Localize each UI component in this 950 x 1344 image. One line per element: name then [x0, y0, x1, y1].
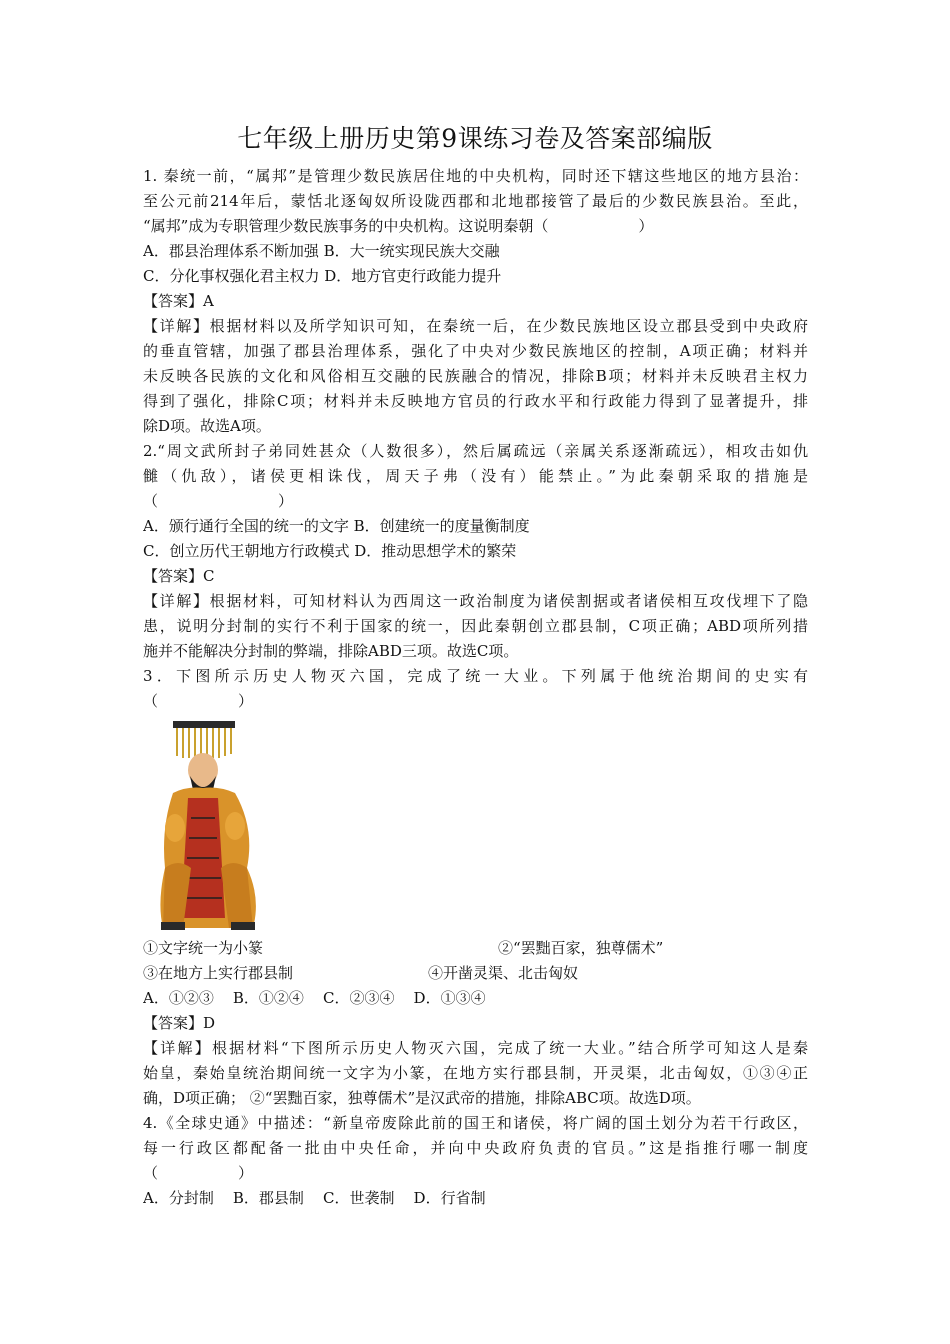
question-4-options: A．分封制 B．郡县制 C．世袭制 D．行省制: [143, 1189, 486, 1207]
question-4-line: （ ）: [143, 1164, 254, 1182]
question-1-analysis: 未反映各民族的文化和风俗相互交融的民族融合的情况，排除B项；材料并未反映君主权力: [143, 367, 808, 385]
question-3-analysis: 【详解】根据材料“下图所示历史人物灭六国，完成了统一大业。”结合所学可知这人是秦: [143, 1039, 808, 1057]
question-1-option: C．分化事权强化君主权力 D．地方官吏行政能力提升: [143, 267, 502, 285]
question-1-analysis: 的垂直管辖，加强了郡县治理体系，强化了中央对少数民族地区的控制，A项正确；材料并: [143, 342, 808, 360]
question-1-option: A．郡县治理体系不断加强 B．大一统实现民族大交融: [143, 242, 500, 260]
question-1-line: “属邦”成为专职管理少数民族事务的中央机构。这说明秦朝（ ）: [143, 217, 654, 235]
question-3-item: ④开凿灵渠、北击匈奴: [428, 964, 579, 982]
question-2-line: （ ）: [143, 492, 294, 510]
question-1-answer: 【答案】A: [143, 292, 214, 310]
question-3-items-row: [143, 961, 808, 986]
question-3-analysis: 始皇，秦始皇统治期间统一文字为小篆，在地方实行郡县制，开灵渠，北击匈奴，①③④正: [143, 1064, 808, 1082]
question-3-line: 3．下图所示历史人物灭六国，完成了统一大业。下列属于他统治期间的史实有: [143, 667, 808, 685]
question-2-line: 雠（仇敌），诸侯更相诛伐，周天子弗（没有）能禁止。”为此秦朝采取的措施是: [143, 467, 808, 485]
question-1-analysis: 除D项。故选A项。: [143, 417, 271, 435]
question-2-answer: 【答案】C: [143, 567, 215, 585]
qin-shi-huang-illustration: [143, 718, 273, 933]
question-3-item: ①文字统一为小篆: [143, 939, 264, 957]
question-1-analysis: 【详解】根据材料以及所学知识可知，在秦统一后，在少数民族地区设立郡县受到中央政府: [143, 317, 808, 335]
emperor-portrait-image: [143, 718, 808, 933]
question-4-line: 4.《全球史通》中描述：“新皇帝废除此前的国王和诸侯，将广阔的国土划分为若干行政区，: [143, 1114, 808, 1132]
question-3-analysis: 确，D项正确； ②“罢黜百家，独尊儒术”是汉武帝的措施，排除ABC项。故选D项。: [143, 1089, 701, 1107]
question-2-analysis: 【详解】根据材料，可知材料认为西周这一政治制度为诸侯割据或者诸侯相互攻伐埋下了隐: [143, 592, 808, 610]
question-3-line: （ ）: [143, 692, 254, 710]
question-3-answer: 【答案】D: [143, 1014, 216, 1032]
question-2-option: A．颁行通行全国的统一的文字 B．创建统一的度量衡制度: [143, 517, 530, 535]
question-1-line: 1. 秦统一前，“属邦”是管理少数民族居住地的中央机构，同时还下辖这些地区的地方县治：: [143, 167, 808, 185]
question-2-line: 2.“周文武所封子弟同姓甚众（人数很多），然后属疏远（亲属关系逐渐疏远），相攻击如仇: [143, 442, 808, 460]
question-3-items-row: [143, 936, 808, 961]
question-3-item: ②“罢黜百家，独尊儒术”: [498, 939, 664, 957]
question-1-analysis: 得到了强化，排除C项；材料并未反映地方官员的行政水平和行政能力得到了显著提升，排: [143, 392, 808, 410]
question-4-line: 每一行政区都配备一批由中央任命，并向中央政府负责的官员。”这是指推行哪一制度: [143, 1139, 808, 1157]
question-2-option: C．创立历代王朝地方行政模式 D．推动思想学术的繁荣: [143, 542, 517, 560]
exercise-content: [143, 164, 808, 1211]
question-2-analysis: 患，说明分封制的实行不利于国家的统一，因此秦朝创立郡县制，C项正确；ABD项所列措: [143, 617, 808, 635]
question-3-item: ③在地方上实行郡县制: [143, 964, 294, 982]
page-title: 七年级上册历史第9课练习卷及答案部编版: [237, 124, 713, 153]
question-1-line: 至公元前214年后，蒙恬北逐匈奴所设陇西郡和北地郡接管了最后的少数民族县治。至此，: [143, 192, 808, 210]
question-3-options: A．①②③ B．①②④ C．②③④ D．①③④: [143, 989, 486, 1007]
question-2-analysis: 施并不能解决分封制的弊端，排除ABD三项。故选C项。: [143, 642, 519, 660]
